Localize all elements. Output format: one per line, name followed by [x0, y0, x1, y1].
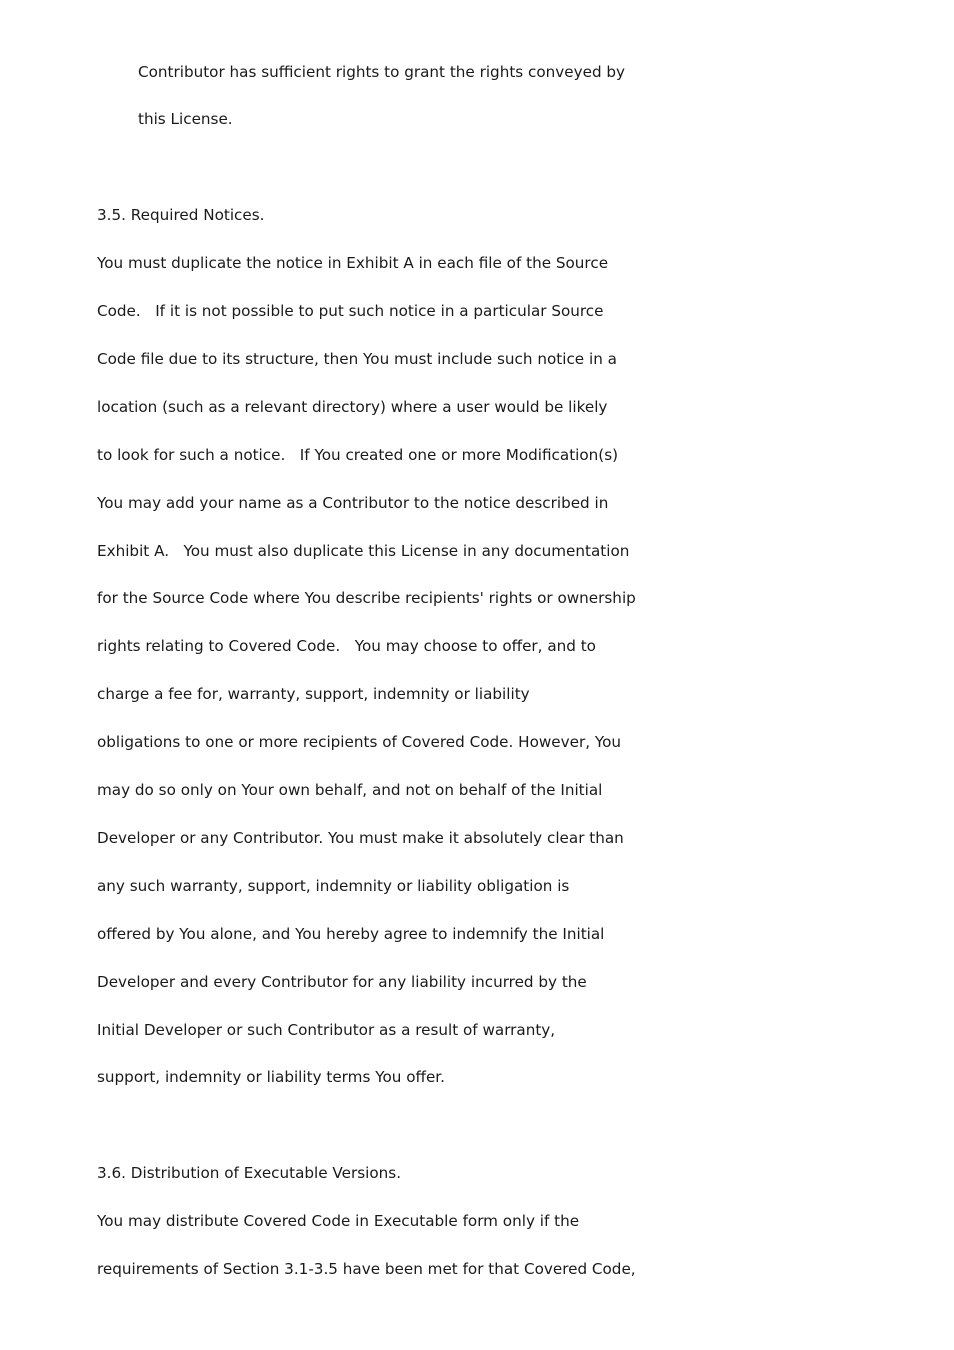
paragraph-line: You may distribute Covered Code in Executable form only if the — [97, 1212, 580, 1230]
paragraph-line: Developer or any Contributor. You must make it absolutely clear than — [97, 829, 624, 847]
paragraph-line: may do so only on Your own behalf, and not on behalf of the Initial — [97, 781, 603, 799]
paragraph-line: You must duplicate the notice in Exhibit A in each file of the Source — [97, 254, 609, 272]
paragraph-line: charge a fee for, warranty, support, indemnity or liability — [97, 685, 530, 703]
paragraph-line: obligations to one or more recipients of Covered Code. However, You — [97, 733, 622, 751]
paragraph-line: Code. If it is not possible to put such notice in a particular Source — [97, 302, 604, 320]
paragraph-line: to look for such a notice. If You created one or more Modification(s) — [97, 446, 619, 464]
paragraph-line: any such warranty, support, indemnity or liability obligation is — [97, 877, 570, 895]
paragraph-line: location (such as a relevant directory) where a user would be likely — [97, 398, 608, 416]
paragraph-line: support, indemnity or liability terms You offer. — [97, 1068, 445, 1086]
paragraph-line: for the Source Code where You describe recipients' rights or ownership — [97, 589, 636, 607]
paragraph-line: Developer and every Contributor for any liability incurred by the — [97, 973, 587, 991]
paragraph-line: requirements of Section 3.1-3.5 have been met for that Covered Code, — [97, 1260, 636, 1278]
paragraph-line: You may add your name as a Contributor to the notice described in — [97, 494, 609, 512]
section-heading-3-6: 3.6. Distribution of Executable Versions. — [97, 1164, 402, 1182]
section-heading-3-5: 3.5. Required Notices. — [97, 206, 265, 224]
paragraph-line: offered by You alone, and You hereby agree to indemnify the Initial — [97, 925, 605, 943]
paragraph-line: Exhibit A. You must also duplicate this License in any documentation — [97, 542, 630, 560]
continuation-line: Contributor has sufficient rights to grant the rights conveyed by — [138, 63, 626, 81]
paragraph-line: Code file due to its structure, then You must include such notice in a — [97, 350, 617, 368]
paragraph-line: Initial Developer or such Contributor as a result of warranty, — [97, 1021, 556, 1039]
paragraph-line: rights relating to Covered Code. You may choose to offer, and to — [97, 637, 596, 655]
continuation-line: this License. — [138, 110, 233, 128]
